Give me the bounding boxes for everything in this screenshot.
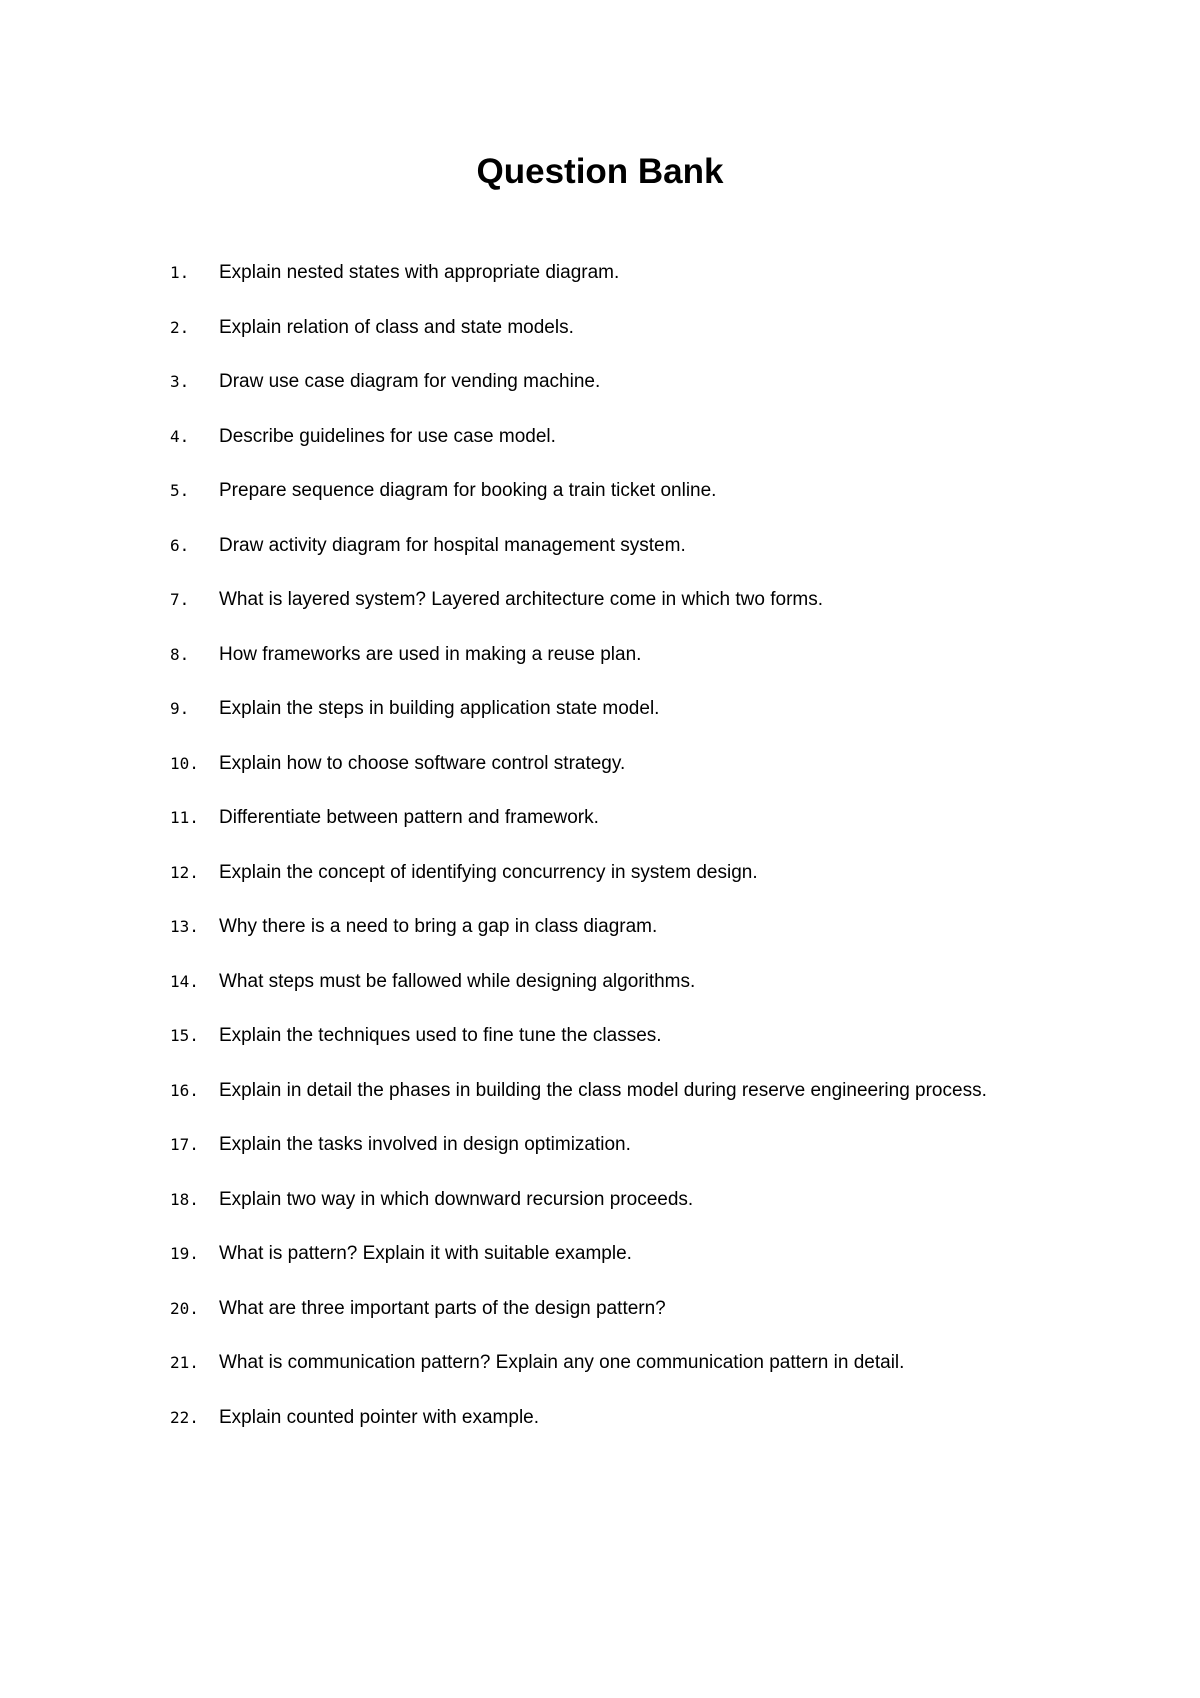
- question-number: 4.: [170, 426, 190, 446]
- question-text: Why there is a need to bring a gap in class diagram.: [219, 916, 658, 937]
- question-number: 14.: [170, 971, 199, 991]
- question-number: 21.: [170, 1353, 199, 1372]
- question-number: 3.: [170, 372, 190, 391]
- question-text: What is pattern? Explain it with suitable example.: [219, 1243, 632, 1264]
- question-text: Explain two way in which downward recursion proceeds.: [219, 1188, 694, 1210]
- list-item-20: [170, 1294, 1070, 1349]
- list-item-1: [170, 258, 1070, 313]
- question-text: What are three important parts of the design pattern?: [219, 1297, 666, 1319]
- question-text: Differentiate between pattern and framework.: [219, 807, 599, 828]
- question-text: Explain the tasks involved in design optimization.: [219, 1134, 631, 1155]
- list-item-18: [170, 1185, 1070, 1240]
- page-title: Question Bank: [476, 152, 724, 191]
- list-item-13: [170, 912, 1070, 967]
- list-item-12: [170, 858, 1070, 913]
- list-item-5: [170, 476, 1070, 531]
- list-item-22: [170, 1403, 1070, 1458]
- list-item-9: [170, 694, 1070, 749]
- question-number: 10.: [170, 753, 199, 773]
- question-text: Explain nested states with appropriate diagram.: [219, 262, 620, 283]
- question-number: 11.: [170, 808, 199, 827]
- list-item-8: [170, 640, 1070, 695]
- list-item-7: [170, 585, 1070, 640]
- question-number: 2.: [170, 317, 190, 337]
- question-number: 1.: [170, 263, 190, 282]
- question-number: 12.: [170, 862, 199, 882]
- question-number: 13.: [170, 917, 199, 936]
- list-item-15: [170, 1021, 1070, 1076]
- question-text: Explain the techniques used to fine tune the classes.: [219, 1025, 662, 1046]
- question-number: 20.: [170, 1298, 199, 1318]
- list-item-11: [170, 803, 1070, 858]
- question-number: 9.: [170, 699, 190, 718]
- question-number: 7.: [170, 590, 190, 609]
- question-text: Explain the steps in building application state model.: [219, 698, 660, 719]
- list-item-3: [170, 367, 1070, 422]
- question-text: Draw activity diagram for hospital management system.: [219, 534, 686, 556]
- list-item-6: [170, 531, 1070, 586]
- question-number: 15.: [170, 1026, 199, 1045]
- list-item-21: [170, 1348, 1070, 1403]
- question-number: 6.: [170, 535, 190, 555]
- question-number: 16.: [170, 1080, 199, 1100]
- list-item-4: [170, 422, 1070, 477]
- question-text: Explain the concept of identifying concurrency in system design.: [219, 861, 758, 883]
- list-item-10: [170, 749, 1070, 804]
- question-text: What steps must be fallowed while designing algorithms.: [219, 970, 696, 992]
- question-text: Explain relation of class and state models.: [219, 316, 574, 338]
- list-item-19: [170, 1239, 1070, 1294]
- question-number: 17.: [170, 1135, 199, 1154]
- question-list: [170, 258, 1070, 1457]
- question-number: 22.: [170, 1407, 199, 1427]
- question-text: Draw use case diagram for vending machine.: [219, 371, 601, 392]
- question-text: Explain how to choose software control strategy.: [219, 752, 626, 774]
- question-text: Explain counted pointer with example.: [219, 1406, 540, 1428]
- question-number: 19.: [170, 1244, 199, 1263]
- list-item-2: [170, 313, 1070, 368]
- question-text: What is communication pattern? Explain any one communication pattern in detail.: [219, 1352, 905, 1373]
- question-number: 18.: [170, 1189, 199, 1209]
- list-item-16: [170, 1076, 1070, 1131]
- question-number: 8.: [170, 644, 190, 664]
- question-text: Prepare sequence diagram for booking a train ticket online.: [219, 480, 717, 501]
- question-number: 5.: [170, 481, 190, 500]
- question-text: Describe guidelines for use case model.: [219, 425, 556, 447]
- list-item-17: [170, 1130, 1070, 1185]
- question-text: What is layered system? Layered architecture come in which two forms.: [219, 589, 824, 610]
- question-text: How frameworks are used in making a reuse plan.: [219, 643, 642, 665]
- question-text: Explain in detail the phases in building the class model during reserve engineering process.: [219, 1079, 987, 1101]
- list-item-14: [170, 967, 1070, 1022]
